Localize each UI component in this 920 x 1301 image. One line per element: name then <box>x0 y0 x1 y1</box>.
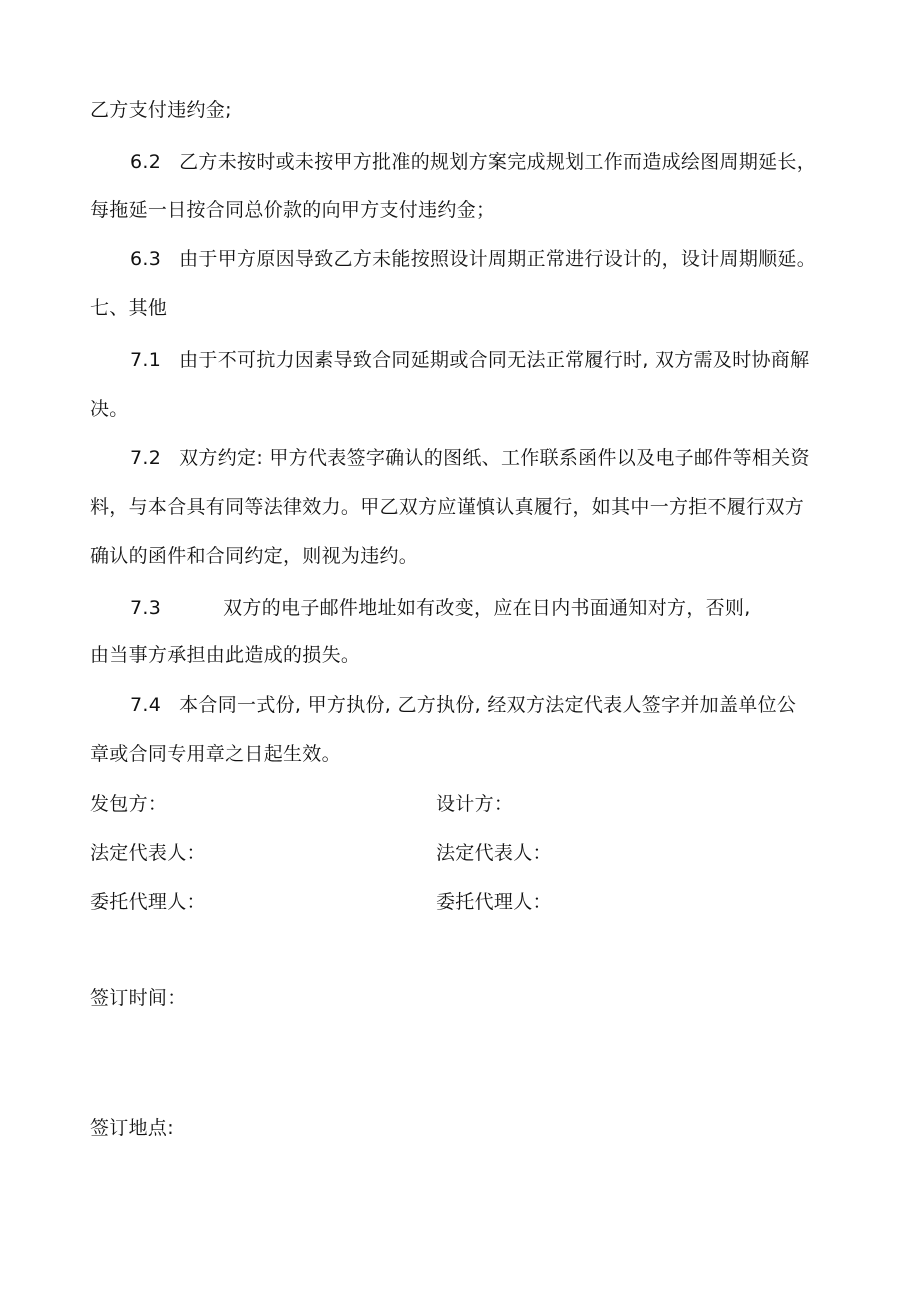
clause-text: 由当事方承担由此造成的损失。 <box>90 644 361 666</box>
clause-text: 确认的函件和合同约定，则视为违约。 <box>90 545 419 567</box>
sign-place-label: 签订地点: <box>90 1117 174 1139</box>
clause-text: 双方的电子邮件地址如有改变，应在日内书面通知对方，否则, <box>223 597 751 619</box>
clause-text: 双方约定: 甲方代表签字确认的图纸、工作联系函件以及电子邮件等相关资 <box>179 447 810 469</box>
clause-text: 乙方支付违约金; <box>90 99 232 121</box>
section-heading <box>90 296 167 320</box>
text-line <box>90 643 360 667</box>
clause-number: 7.2 <box>130 447 162 469</box>
clause-text: 由于不可抗力因素导致合同延期或合同无法正常履行时, 双方需及时协商解 <box>179 349 810 371</box>
clause-number: 6.2 <box>130 151 162 173</box>
clause-text: 由于甲方原因导致乙方未能按照设计周期正常进行设计的，设计周期顺延。 <box>179 248 817 270</box>
clause-number: 7.3 <box>130 597 162 619</box>
clause-text: 料，与本合具有同等法律效力。甲乙双方应谨慎认真履行，如其中一方拒不履行双方 <box>90 496 805 518</box>
section-title: 七、其他 <box>90 297 168 319</box>
text-line <box>90 742 341 766</box>
clause-text: 本合同一式份, 甲方执份, 乙方执份, 经双方法定代表人签字并加盖单位公 <box>179 694 797 716</box>
sign-time-label: 签订时间： <box>90 987 187 1009</box>
text-line <box>90 495 804 519</box>
clause-6-3 <box>130 247 816 271</box>
left-agent-label: 委托代理人： <box>90 891 206 913</box>
clause-6-2 <box>130 150 816 174</box>
text-line <box>90 98 232 122</box>
clause-number: 7.4 <box>130 694 162 716</box>
text-line <box>90 397 129 421</box>
clause-text: 乙方未按时或未按甲方批准的规划方案完成规划工作而造成绘图周期延长， <box>179 151 817 173</box>
right-party-label: 设计方： <box>436 793 514 815</box>
left-legal-rep-label: 法定代表人： <box>90 842 206 864</box>
clause-7-4 <box>130 693 796 717</box>
left-party-label: 发包方： <box>90 793 168 815</box>
clause-text: 每拖延一日按合同总价款的向甲方支付违约金； <box>90 199 496 221</box>
clause-number: 6.3 <box>130 248 162 270</box>
text-line <box>90 198 495 222</box>
clause-number: 7.1 <box>130 349 162 371</box>
text-line <box>90 544 418 568</box>
clause-7-3 <box>130 596 751 620</box>
right-agent-label: 委托代理人： <box>436 891 552 913</box>
clause-text: 章或合同专用章之日起生效。 <box>90 743 341 765</box>
clause-text: 决。 <box>90 398 129 420</box>
clause-7-1 <box>130 348 809 372</box>
clause-7-2 <box>130 446 810 470</box>
right-legal-rep-label: 法定代表人： <box>436 842 552 864</box>
